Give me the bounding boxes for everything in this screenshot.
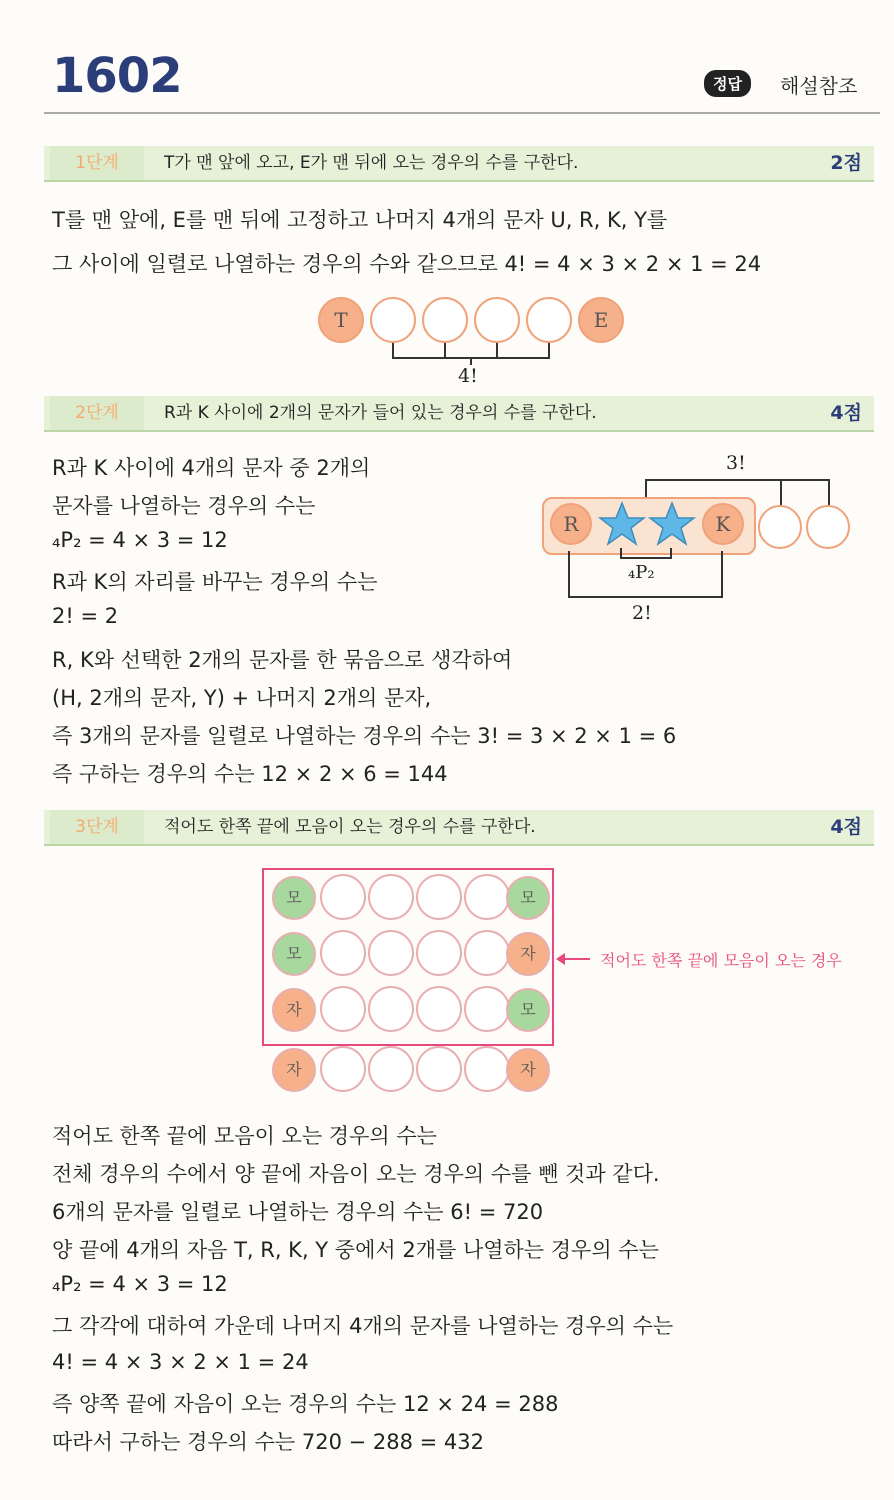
- label-3-factorial: 3!: [726, 452, 746, 474]
- step3-line-8: 즉 양쪽 끝에 자음이 오는 경우의 수는 12 × 24 = 288: [52, 1392, 559, 1416]
- step2-line-6: R, K와 선택한 2개의 문자를 한 묶음으로 생각하여: [52, 648, 513, 672]
- circle-last: E: [578, 297, 624, 343]
- step3-line-3: 6개의 문자를 일렬로 나열하는 경우의 수는 6! = 720: [52, 1200, 544, 1224]
- bracket-line: [828, 479, 830, 505]
- step2-points: 4점: [830, 402, 862, 424]
- star-icon: [648, 500, 696, 548]
- step3-tag: 3단계: [50, 810, 144, 844]
- bracket-line: [620, 557, 672, 559]
- empty-slot: [464, 874, 510, 920]
- step3-line-5: ₄P₂ = 4 × 3 = 12: [52, 1272, 228, 1296]
- empty-slot: [320, 874, 366, 920]
- step3-line-1: 적어도 한쪽 끝에 모음이 오는 경우의 수는: [52, 1124, 437, 1148]
- step2-line-9: 즉 구하는 경우의 수는 12 × 2 × 6 = 144: [52, 762, 448, 786]
- end-circle-consonant: 자: [272, 1048, 316, 1092]
- end-circle-vowel: 모: [506, 988, 550, 1032]
- step1-bar: [44, 146, 874, 182]
- step3-line-7: 4! = 4 × 3 × 2 × 1 = 24: [52, 1350, 309, 1374]
- empty-slot: [422, 297, 468, 343]
- empty-slot: [368, 1046, 414, 1092]
- step2-line-7: (H, 2개의 문자, Y) + 나머지 2개의 문자,: [52, 686, 432, 710]
- step2-line-5: 2! = 2: [52, 604, 119, 628]
- diagram-label: 4!: [458, 365, 478, 387]
- empty-slot: [416, 874, 462, 920]
- answer-text: 해설참조: [780, 74, 858, 98]
- empty-slot: [320, 986, 366, 1032]
- circle-r: R: [550, 503, 592, 545]
- annotation-text: 적어도 한쪽 끝에 모음이 오는 경우: [600, 951, 842, 970]
- star-icon: [598, 500, 646, 548]
- empty-slot: [368, 874, 414, 920]
- end-circle-vowel: 모: [506, 876, 550, 920]
- step3-line-4: 양 끝에 4개의 자음 T, R, K, Y 중에서 2개를 나열하는 경우의 수는: [52, 1238, 659, 1262]
- step2-line-8: 즉 3개의 문자를 일렬로 나열하는 경우의 수는 3! = 3 × 2 × 1 = 6: [52, 724, 677, 748]
- step2-line-2: 문자를 나열하는 경우의 수는: [52, 494, 316, 518]
- bracket-line: [721, 551, 723, 597]
- bracket-line: [470, 357, 472, 365]
- empty-slot: [320, 930, 366, 976]
- empty-slot: [416, 930, 462, 976]
- header-divider: [44, 112, 880, 114]
- step2-line-1: R과 K 사이에 4개의 문자 중 2개의: [52, 456, 371, 480]
- bracket-line: [568, 596, 723, 598]
- step2-bar: [44, 396, 874, 432]
- circle-first: T: [318, 297, 364, 343]
- end-circle-consonant: 자: [506, 932, 550, 976]
- step1-line-2: 그 사이에 일렬로 나열하는 경우의 수와 같으므로 4! = 4 × 3 × 2 × 1 = 24: [52, 252, 762, 276]
- end-circle-consonant: 자: [506, 1048, 550, 1092]
- step3-bar: [44, 810, 874, 846]
- step3-points: 4점: [830, 816, 862, 838]
- empty-slot: [464, 986, 510, 1032]
- empty-slot: [368, 930, 414, 976]
- bracket-line: [568, 551, 570, 597]
- arrow-head-icon: [556, 953, 565, 965]
- empty-slot: [758, 505, 802, 549]
- end-circle-consonant: 자: [272, 988, 316, 1032]
- step1-line-1: T를 맨 앞에, E를 맨 뒤에 고정하고 나머지 4개의 문자 U, R, K, Y를: [52, 208, 668, 232]
- empty-slot: [806, 505, 850, 549]
- label-2-factorial: 2!: [632, 602, 652, 624]
- answer-badge: 정답: [704, 70, 751, 97]
- circle-k: K: [702, 503, 744, 545]
- step2-line-4: R과 K의 자리를 바꾸는 경우의 수는: [52, 570, 378, 594]
- bracket-line: [780, 479, 782, 505]
- empty-slot: [464, 1046, 510, 1092]
- step1-description: T가 맨 앞에 오고, E가 맨 뒤에 오는 경우의 수를 구한다.: [164, 153, 579, 173]
- empty-slot: [370, 297, 416, 343]
- step3-line-6: 그 각각에 대하여 가운데 나머지 4개의 문자를 나열하는 경우의 수는: [52, 1314, 674, 1338]
- step3-line-9: 따라서 구하는 경우의 수는 720 − 288 = 432: [52, 1430, 484, 1454]
- step3-description: 적어도 한쪽 끝에 모음이 오는 경우의 수를 구한다.: [164, 817, 536, 837]
- empty-slot: [526, 297, 572, 343]
- step1-tag: 1단계: [50, 146, 144, 180]
- end-circle-vowel: 모: [272, 876, 316, 920]
- step3-line-2: 전체 경우의 수에서 양 끝에 자음이 오는 경우의 수를 뺀 것과 같다.: [52, 1162, 660, 1186]
- bracket-line: [645, 479, 830, 481]
- step1-points: 2점: [830, 152, 862, 174]
- empty-slot: [416, 986, 462, 1032]
- step2-line-3: ₄P₂ = 4 × 3 = 12: [52, 528, 228, 552]
- label-4p2: ₄P₂: [628, 562, 655, 583]
- empty-slot: [368, 986, 414, 1032]
- empty-slot: [464, 930, 510, 976]
- empty-slot: [416, 1046, 462, 1092]
- empty-slot: [474, 297, 520, 343]
- step2-tag: 2단계: [50, 396, 144, 430]
- end-circle-vowel: 모: [272, 932, 316, 976]
- problem-number: 1602: [52, 48, 182, 104]
- step2-description: R과 K 사이에 2개의 문자가 들어 있는 경우의 수를 구한다.: [164, 403, 597, 423]
- bracket-line: [645, 479, 647, 497]
- empty-slot: [320, 1046, 366, 1092]
